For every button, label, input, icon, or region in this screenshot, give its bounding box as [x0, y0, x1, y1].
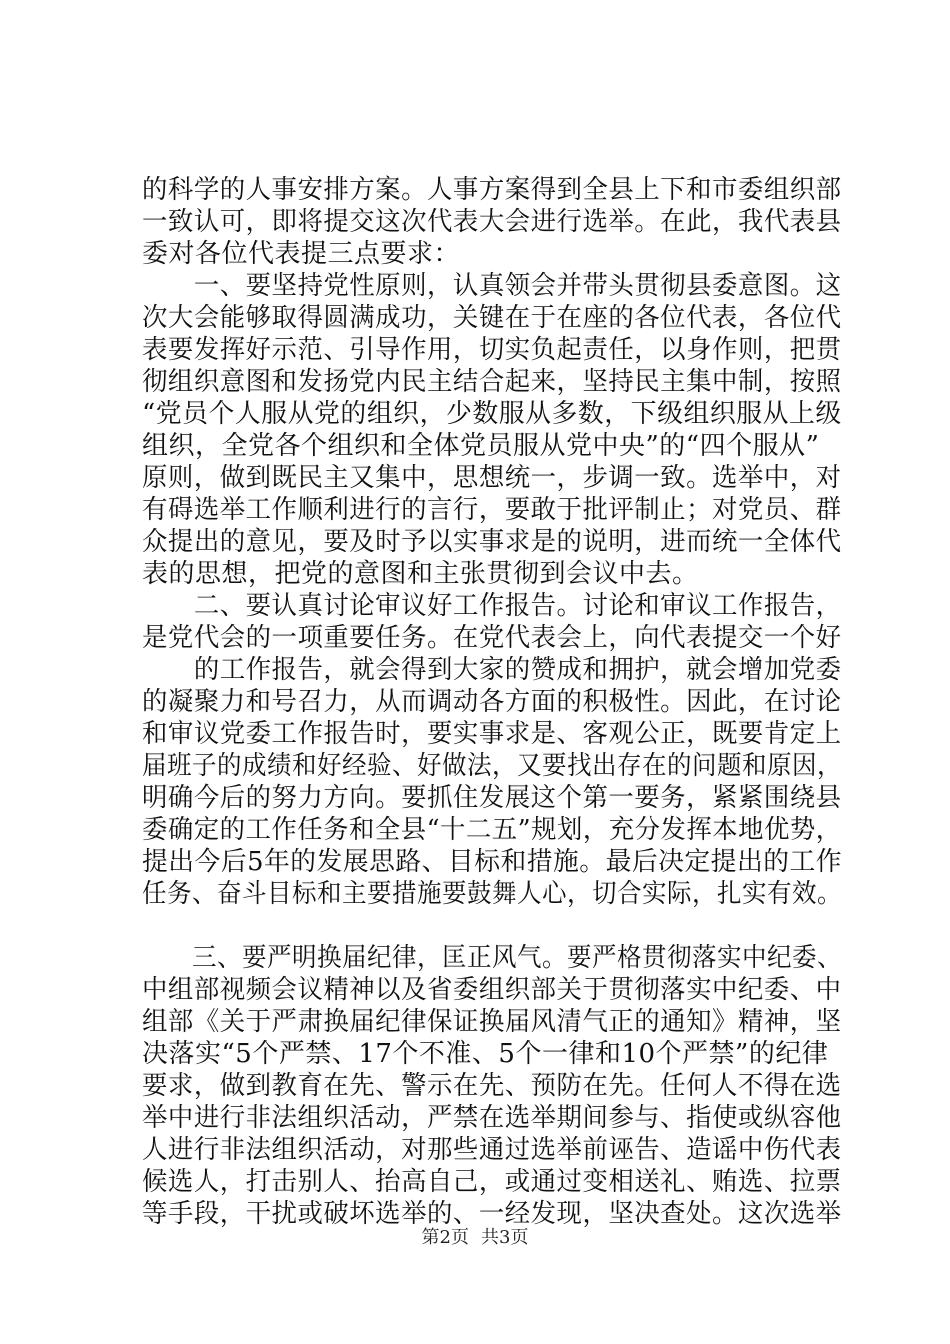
text-line: 举中进行非法组织活动，严禁在选举期间参与、指使或纵容他: [142, 1103, 842, 1133]
text-line: 表的思想，把党的意图和主张贯彻到会议中去。: [142, 559, 699, 589]
text-line: 届班子的成绩和好经验、好做法，又要找出存在的问题和原因，: [142, 751, 843, 781]
text-line: 二、要认真讨论审议好工作报告。讨论和审议工作报告，: [142, 591, 842, 621]
text-line: 提出今后5年的发展思路、目标和措施。最后决定提出的工作: [142, 847, 843, 877]
text-line: 组织，全党各个组织和全体党员服从党中央”的“四个服从”: [142, 431, 820, 461]
text-line: 等手段，干扰或破坏选举的、一经发现，坚决查处。这次选举: [142, 1199, 842, 1229]
text-line: 委对各位代表提三点要求：: [142, 239, 461, 269]
text-line: 一、要坚持党性原则，认真领会并带头贯彻县委意图。这: [142, 271, 842, 301]
text-line: 有碍选举工作顺利进行的言行，要敢于批评制止；对党员、群: [142, 495, 842, 525]
text-line: 明确今后的努力方向。要抓住发展这个第一要务，紧紧围绕县: [142, 783, 842, 813]
text-line: 众提出的意见，要及时予以实事求是的说明，进而统一全体代: [142, 527, 842, 557]
text-line: 和审议党委工作报告时，要实事求是、客观公正，既要肯定上: [142, 719, 842, 749]
text-line: 任务、奋斗目标和主要措施要鼓舞人心，切合实际，扎实有效。: [142, 879, 843, 909]
page-number: 第2页: [421, 1227, 469, 1248]
text-line: 表要发挥好示范、引导作用，切实负起责任，以身作则，把贯: [142, 335, 842, 365]
text-line: 三、要严明换届纪律，匡正风气。要严格贯彻落实中纪委、: [142, 943, 843, 973]
text-line: 一致认可，即将提交这次代表大会进行选举。在此，我代表县: [142, 207, 842, 237]
text-line: 的工作报告，就会得到大家的赞成和拥护，就会增加党委: [142, 655, 842, 685]
text-line: 中组部视频会议精神以及省委组织部关于贯彻落实中纪委、中: [142, 975, 842, 1005]
text-line: 次大会能够取得圆满成功，关键在于在座的各位代表，各位代: [142, 303, 842, 333]
text-line: “党员个人服从党的组织，少数服从多数，下级组织服从上级: [142, 399, 842, 429]
text-line: 原则，做到既民主又集中，思想统一，步调一致。选举中，对: [142, 463, 842, 493]
text-line: 人进行非法组织活动，对那些通过选举前诬告、造谣中伤代表: [142, 1135, 842, 1165]
text-line: 彻组织意图和发扬党内民主结合起来，坚持民主集中制，按照: [142, 367, 842, 397]
page-total: 共3页: [481, 1227, 529, 1248]
text-line: 决落实“5个严禁、17个不准、5个一律和10个严禁”的纪律: [142, 1039, 829, 1069]
text-line: 的凝聚力和号召力，从而调动各方面的积极性。因此，在讨论: [142, 687, 842, 717]
text-line: 是党代会的一项重要任务。在党代表会上，向代表提交一个好: [142, 623, 842, 653]
page-footer: [0, 1226, 950, 1250]
text-line: 要求，做到教育在先、警示在先、预防在先。任何人不得在选: [142, 1071, 842, 1101]
text-line: 组部《关于严肃换届纪律保证换届风清气正的通知》精神，坚: [142, 1007, 842, 1037]
text-line: 委确定的工作任务和全县“十二五”规划，充分发挥本地优势，: [142, 815, 842, 845]
text-line: 候选人，打击别人、抬高自己，或通过变相送礼、贿选、拉票: [142, 1167, 842, 1197]
text-line: 的科学的人事安排方案。人事方案得到全县上下和市委组织部: [142, 175, 842, 205]
